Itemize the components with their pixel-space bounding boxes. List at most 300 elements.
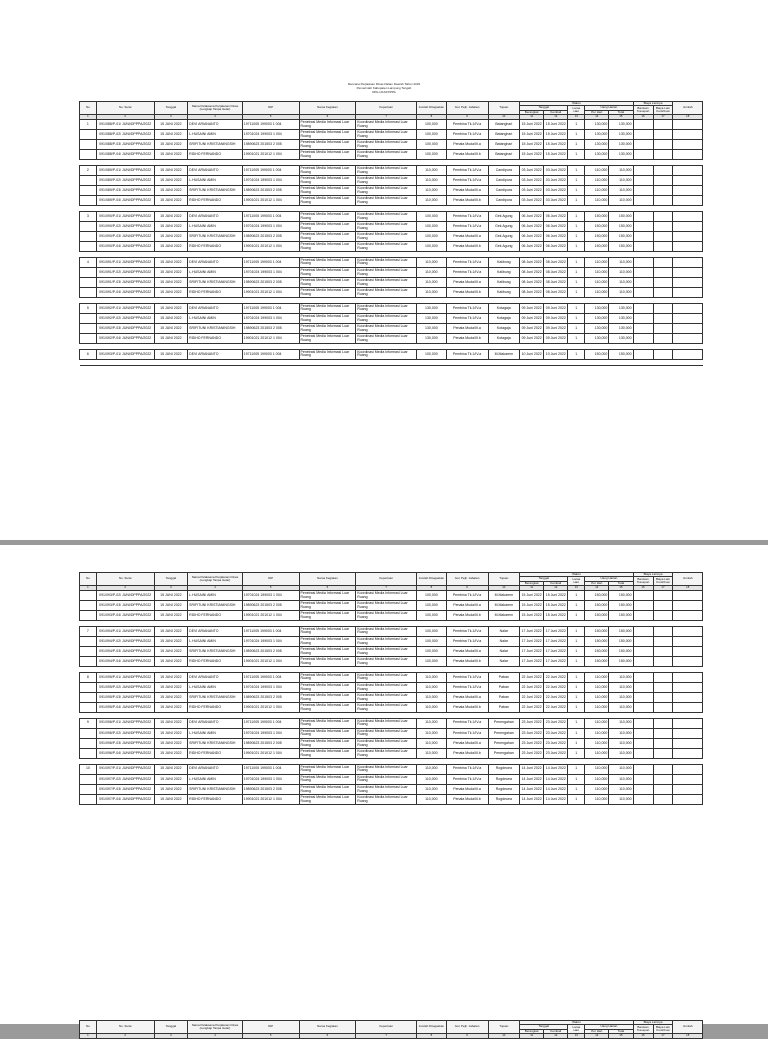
- transport-cell: [633, 334, 653, 344]
- column-index: 13: [568, 115, 585, 120]
- column-index: 6: [299, 1034, 356, 1039]
- col-transport-header: Bantuan Transport: [633, 106, 653, 115]
- biaya-lain-cell: [653, 211, 673, 221]
- pejabat-cell: Pembina Tk.1/IV.a: [446, 626, 488, 636]
- per-hari-cell: 110,000: [585, 288, 609, 298]
- transport-cell: [633, 601, 653, 611]
- keperluan-cell: Koordinasi Media Informasi Luar Ruang: [356, 313, 417, 323]
- total-cell: 110,000: [609, 176, 633, 186]
- no-surat-cell: 091/092/P-04/ JUNI/DPPPA/2022: [96, 334, 154, 344]
- kembali-cell: 22 Juni 2022: [544, 672, 568, 682]
- pejabat-cell: Pembina Tk.1/IV.a: [446, 591, 488, 601]
- nip-cell: 19711005 199003 1 004: [242, 626, 299, 636]
- kembali-cell: 08 Juni 2022: [544, 268, 568, 278]
- kegiatan-cell: Penetrasi Media Informasi Luar Ruang: [299, 349, 356, 359]
- per-hari-cell: 110,000: [585, 196, 609, 206]
- table-row: [80, 672, 703, 682]
- no-surat-cell: 091/089/P-03/ JUNI/DPPPA/2022: [96, 186, 154, 196]
- tanggal-cell: 15 JUNI 2022: [154, 165, 188, 175]
- kegiatan-cell: Penetrasi Media Informasi Luar Ruang: [299, 232, 356, 242]
- nama-cell: RIDHO FERNANDO: [188, 288, 243, 298]
- jumlah-cell: 110,000: [417, 693, 446, 703]
- nama-cell: SRIFITUNI KRISTIANINGSIH: [188, 186, 243, 196]
- kembali-cell: 03 Juni 2022: [544, 176, 568, 186]
- nama-cell: RIDHO FERNANDO: [188, 657, 243, 667]
- lama-cell: 1: [568, 222, 585, 232]
- total-cell: 110,000: [609, 196, 633, 206]
- nama-cell: L.HUSAINI AMIN: [188, 222, 243, 232]
- jumlah-cell: 100,000: [417, 232, 446, 242]
- nama-cell: L.HUSAINI AMIN: [188, 774, 243, 784]
- spacer-cell: [568, 359, 585, 365]
- lama-cell: 1: [568, 657, 585, 667]
- column-index: 14: [585, 1034, 609, 1039]
- column-index: 1: [80, 586, 97, 591]
- spacer-cell: [299, 359, 356, 365]
- pejabat-cell: Pembina Tk.1/IV.a: [446, 764, 488, 774]
- tanggal-cell: 15 JUNI 2022: [154, 591, 188, 601]
- no-surat-cell: 091/097/P-02/ JUNI/DPPPA/2022: [96, 774, 154, 784]
- lama-cell: 1: [568, 313, 585, 323]
- column-index: 3: [154, 115, 188, 120]
- kegiatan-cell: Penetrasi Media Informasi Luar Ruang: [299, 739, 356, 749]
- tujuan-cell: Batanghari: [488, 120, 520, 130]
- kegiatan-cell: Penetrasi Media Informasi Luar Ruang: [299, 150, 356, 160]
- lama-cell: 1: [568, 636, 585, 646]
- jumlah-cell: 110,000: [417, 718, 446, 728]
- col-tanggal-header: Tanggal: [154, 102, 188, 115]
- total-cell: 130,000: [609, 120, 633, 130]
- nip-cell: 19901021 201012 1 004: [242, 288, 299, 298]
- total-cell: 150,000: [609, 211, 633, 221]
- col-lama-header: Lama Hari: [568, 1025, 585, 1034]
- kembali-cell: 09 Juni 2022: [544, 313, 568, 323]
- spacer-cell: [544, 359, 568, 365]
- col-lama-header: Lama Hari: [568, 106, 585, 115]
- kegiatan-cell: Penetrasi Media Informasi Luar Ruang: [299, 222, 356, 232]
- tujuan-cell: Candipura: [488, 176, 520, 186]
- nama-cell: SRIFITUNI KRISTIANINGSIH: [188, 784, 243, 794]
- no-surat-cell: 091/090/P-01/ JUNI/DPPPA/2022: [96, 211, 154, 221]
- col-biaya-lain-header: Biaya Lain Kontribusi: [653, 106, 673, 115]
- col-jumlah-total-header: Jumlah: [673, 1021, 703, 1034]
- total-cell: 110,000: [609, 682, 633, 692]
- spacer-cell: [446, 359, 488, 365]
- jumlah-cell: 110,000: [417, 749, 446, 759]
- transport-cell: [633, 728, 653, 738]
- kegiatan-cell: Penetrasi Media Informasi Luar Ruang: [299, 703, 356, 713]
- per-hari-cell: 110,000: [585, 165, 609, 175]
- transport-cell: [633, 186, 653, 196]
- biaya-lain-cell: [653, 313, 673, 323]
- column-index: 14: [585, 115, 609, 120]
- column-index: 16: [633, 115, 653, 120]
- berangkat-cell: 09 Juni 2022: [520, 334, 544, 344]
- lama-cell: 1: [568, 232, 585, 242]
- transport-cell: [633, 349, 653, 359]
- kembali-cell: 06 Juni 2022: [544, 232, 568, 242]
- tujuan-cell: Penengahan: [488, 739, 520, 749]
- jumlah-cell: 130,000: [417, 303, 446, 313]
- jumlah-total-cell: [673, 186, 703, 196]
- nama-cell: DEVI ARIANANTO: [188, 120, 243, 130]
- transport-cell: [633, 222, 653, 232]
- tujuan-cell: Nalar: [488, 636, 520, 646]
- kembali-cell: 14 Juni 2022: [544, 784, 568, 794]
- nama-cell: RIDHO FERNANDO: [188, 749, 243, 759]
- lama-cell: 1: [568, 626, 585, 636]
- berangkat-cell: 08 Juni 2022: [520, 278, 544, 288]
- col-biaya-lain-header: Biaya Lain Kontribusi: [653, 1025, 673, 1034]
- nip-cell: 19701024 199003 1 004: [242, 728, 299, 738]
- berangkat-cell: 14 Juni 2022: [520, 784, 544, 794]
- berangkat-cell: 17 Juni 2022: [520, 636, 544, 646]
- pejabat-cell: Pembina Tk.1/IV.a: [446, 303, 488, 313]
- keperluan-cell: Koordinasi Media Informasi Luar Ruang: [356, 774, 417, 784]
- lama-cell: 1: [568, 591, 585, 601]
- column-index: 18: [673, 586, 703, 591]
- no-surat-cell: 091/091/P-01/ JUNI/DPPPA/2022: [96, 257, 154, 267]
- jumlah-total-cell: [673, 165, 703, 175]
- biaya-lain-cell: [653, 324, 673, 334]
- jumlah-total-cell: [673, 611, 703, 621]
- table-row: [80, 591, 703, 601]
- kembali-cell: 17 Juni 2022: [544, 626, 568, 636]
- transport-cell: [633, 140, 653, 150]
- berangkat-cell: 23 Juni 2022: [520, 728, 544, 738]
- nama-cell: DEVI ARIANANTO: [188, 349, 243, 359]
- table-row: [80, 647, 703, 657]
- kegiatan-cell: Penetrasi Media Informasi Luar Ruang: [299, 334, 356, 344]
- column-index: 9: [446, 586, 488, 591]
- nama-cell: DEVI ARIANANTO: [188, 672, 243, 682]
- column-index: 18: [673, 1034, 703, 1039]
- column-index: 1: [80, 1034, 97, 1039]
- jumlah-total-cell: [673, 626, 703, 636]
- berangkat-cell: 06 Juni 2022: [520, 222, 544, 232]
- total-cell: 110,000: [609, 268, 633, 278]
- tanggal-cell: 15 JUNI 2022: [154, 278, 188, 288]
- table-row: [80, 693, 703, 703]
- col-jumlah-header: Jumlah Ditugaskan: [417, 1021, 446, 1034]
- lama-cell: 1: [568, 784, 585, 794]
- total-cell: 150,000: [609, 349, 633, 359]
- pejabat-cell: Pembina Tk.1/IV.a: [446, 728, 488, 738]
- lama-cell: 1: [568, 349, 585, 359]
- transport-cell: [633, 165, 653, 175]
- nama-cell: SRIFITUNI KRISTIANINGSIH: [188, 601, 243, 611]
- no-surat-cell: 091/094/P-03/ JUNI/DPPPA/2022: [96, 647, 154, 657]
- per-hari-cell: 110,000: [585, 795, 609, 805]
- jumlah-total-cell: [673, 288, 703, 298]
- biaya-lain-cell: [653, 120, 673, 130]
- transport-cell: [633, 647, 653, 657]
- kembali-cell: 14 Juni 2022: [544, 795, 568, 805]
- tujuan-cell: Paban: [488, 693, 520, 703]
- pejabat-cell: Pembina Tk.1/IV.a: [446, 211, 488, 221]
- column-index: 15: [609, 586, 633, 591]
- per-hari-cell: 130,000: [585, 120, 609, 130]
- keperluan-cell: Koordinasi Media Informasi Luar Ruang: [356, 303, 417, 313]
- berangkat-cell: 15 Juni 2022: [520, 130, 544, 140]
- tanggal-cell: 15 JUNI 2022: [154, 672, 188, 682]
- biaya-lain-cell: [653, 693, 673, 703]
- jumlah-cell: 110,000: [417, 672, 446, 682]
- nama-cell: SRIFITUNI KRISTIANINGSIH: [188, 140, 243, 150]
- biaya-lain-cell: [653, 150, 673, 160]
- per-hari-cell: 110,000: [585, 739, 609, 749]
- keperluan-cell: Koordinasi Media Informasi Luar Ruang: [356, 693, 417, 703]
- column-index: 5: [242, 1034, 299, 1039]
- col-berangkat-header: Berangkat: [520, 110, 544, 114]
- row-number: [80, 739, 97, 749]
- keperluan-cell: Koordinasi Media Informasi Luar Ruang: [356, 288, 417, 298]
- transport-cell: [633, 196, 653, 206]
- jumlah-total-cell: [673, 130, 703, 140]
- berangkat-cell: 23 Juni 2022: [520, 739, 544, 749]
- total-cell: 110,000: [609, 672, 633, 682]
- col-per-hari-header: Per Hari: [585, 581, 609, 585]
- berangkat-cell: 08 Juni 2022: [520, 257, 544, 267]
- biaya-lain-cell: [653, 349, 673, 359]
- tanggal-cell: 15 JUNI 2022: [154, 739, 188, 749]
- pejabat-cell: Pembina Tk.1/IV.a: [446, 672, 488, 682]
- pejabat-cell: Pembina Tk.1/IV.a: [446, 313, 488, 323]
- row-number: [80, 268, 97, 278]
- pejabat-cell: Pembina Tk.1/IV.a: [446, 636, 488, 646]
- berangkat-cell: 06 Juni 2022: [520, 211, 544, 221]
- biaya-lain-cell: [653, 749, 673, 759]
- jumlah-cell: 110,000: [417, 196, 446, 206]
- kegiatan-cell: Penetrasi Media Informasi Luar Ruang: [299, 257, 356, 267]
- lama-cell: 1: [568, 324, 585, 334]
- tanggal-cell: 15 JUNI 2022: [154, 749, 188, 759]
- pejabat-cell: Pembina Tk.1/IV.a: [446, 774, 488, 784]
- col-no-surat-header: No. Surat: [96, 1021, 154, 1034]
- per-hari-cell: 110,000: [585, 278, 609, 288]
- kembali-cell: 03 Juni 2022: [544, 186, 568, 196]
- jumlah-cell: 110,000: [417, 784, 446, 794]
- kembali-cell: 03 Juni 2022: [544, 165, 568, 175]
- kembali-cell: 22 Juni 2022: [544, 682, 568, 692]
- col-keperluan-header: Keperluan: [356, 1021, 417, 1034]
- column-index: 8: [417, 1034, 446, 1039]
- jumlah-cell: 130,000: [417, 324, 446, 334]
- tujuan-cell: Kotagaja: [488, 324, 520, 334]
- jumlah-total-cell: [673, 718, 703, 728]
- lama-cell: 1: [568, 278, 585, 288]
- total-cell: 110,000: [609, 288, 633, 298]
- row-number: [80, 601, 97, 611]
- no-surat-cell: 091/094/P-01/ JUNI/DPPPA/2022: [96, 626, 154, 636]
- keperluan-cell: Koordinasi Media Informasi Luar Ruang: [356, 176, 417, 186]
- kembali-cell: 03 Juni 2022: [544, 196, 568, 206]
- col-pejabat-header: Gol. Pejb. Jabatan: [446, 1021, 488, 1034]
- jumlah-total-cell: [673, 672, 703, 682]
- jumlah-total-cell: [673, 140, 703, 150]
- biaya-lain-cell: [653, 718, 673, 728]
- kegiatan-cell: Penetrasi Media Informasi Luar Ruang: [299, 636, 356, 646]
- nip-cell: 19711005 199003 1 004: [242, 718, 299, 728]
- keperluan-cell: Koordinasi Media Informasi Luar Ruang: [356, 140, 417, 150]
- nama-cell: RIDHO FERNANDO: [188, 242, 243, 252]
- nama-cell: L.HUSAINI AMIN: [188, 591, 243, 601]
- jumlah-total-cell: [673, 196, 703, 206]
- biaya-lain-cell: [653, 601, 673, 611]
- title-line: DPA-1/KAPJ/PPA: [372, 90, 396, 94]
- no-surat-cell: 091/088/P-03/ JUNI/DPPPA/2022: [96, 140, 154, 150]
- no-surat-cell: 091/089/P-04/ JUNI/DPPPA/2022: [96, 196, 154, 206]
- per-hari-cell: 110,000: [585, 693, 609, 703]
- keperluan-cell: Koordinasi Media Informasi Luar Ruang: [356, 657, 417, 667]
- jumlah-total-cell: [673, 749, 703, 759]
- table-row: [80, 784, 703, 794]
- jumlah-cell: 100,000: [417, 657, 446, 667]
- total-cell: 110,000: [609, 186, 633, 196]
- table-row: [80, 196, 703, 206]
- kegiatan-cell: Penetrasi Media Informasi Luar Ruang: [299, 176, 356, 186]
- col-kembali-header: Kembali: [544, 1029, 568, 1033]
- tanggal-cell: 15 JUNI 2022: [154, 257, 188, 267]
- no-surat-cell: 091/088/P-02/ JUNI/DPPPA/2022: [96, 130, 154, 140]
- berangkat-cell: 03 Juni 2022: [520, 165, 544, 175]
- biaya-lain-cell: [653, 672, 673, 682]
- per-hari-cell: 110,000: [585, 749, 609, 759]
- biaya-lain-cell: [653, 186, 673, 196]
- table-row: [80, 303, 703, 313]
- col-jumlah-total-header: Jumlah: [673, 102, 703, 115]
- row-number: [80, 647, 97, 657]
- per-hari-cell: 110,000: [585, 682, 609, 692]
- title-line: Rencana Perjalanan Dinas Dalam Daerah Tahun 2022: [347, 82, 421, 86]
- total-cell: 110,000: [609, 774, 633, 784]
- berangkat-cell: 17 Juni 2022: [520, 626, 544, 636]
- lama-cell: 1: [568, 242, 585, 252]
- berangkat-cell: 09 Juni 2022: [520, 313, 544, 323]
- col-kegiatan-header: Nama Kegiatan: [299, 573, 356, 586]
- pejabat-cell: Pembina Tk.1/IV.a: [446, 176, 488, 186]
- total-cell: 110,000: [609, 718, 633, 728]
- nama-cell: L.HUSAINI AMIN: [188, 130, 243, 140]
- jumlah-total-cell: [673, 349, 703, 359]
- col-keperluan-header: Keperluan: [356, 573, 417, 586]
- table-row: [80, 728, 703, 738]
- row-number: [80, 784, 97, 794]
- row-number: [80, 288, 97, 298]
- table-row: [80, 749, 703, 759]
- transport-cell: [633, 288, 653, 298]
- tujuan-cell: Nalar: [488, 647, 520, 657]
- spacer-cell: [80, 359, 97, 365]
- jumlah-cell: 110,000: [417, 682, 446, 692]
- nip-cell: 19901021 201012 1 004: [242, 150, 299, 160]
- kegiatan-cell: Penetrasi Media Informasi Luar Ruang: [299, 196, 356, 206]
- nama-cell: RIDHO FERNANDO: [188, 150, 243, 160]
- transport-cell: [633, 591, 653, 601]
- kegiatan-cell: Penetrasi Media Informasi Luar Ruang: [299, 718, 356, 728]
- nip-cell: 19701024 199003 1 004: [242, 268, 299, 278]
- tanggal-cell: 15 JUNI 2022: [154, 232, 188, 242]
- column-index: 12: [544, 586, 568, 591]
- column-index: 3: [154, 586, 188, 591]
- kembali-cell: 15 Juni 2022: [544, 140, 568, 150]
- lama-cell: 1: [568, 268, 585, 278]
- jumlah-total-cell: [673, 601, 703, 611]
- tujuan-cell: Kalibung: [488, 257, 520, 267]
- no-surat-cell: 091/093/P-03/ JUNI/DPPPA/2022: [96, 601, 154, 611]
- tanggal-cell: 15 JUNI 2022: [154, 774, 188, 784]
- tanggal-cell: 15 JUNI 2022: [154, 764, 188, 774]
- jumlah-cell: 110,000: [417, 795, 446, 805]
- lama-cell: 1: [568, 647, 585, 657]
- no-surat-cell: 091/089/P-02/ JUNI/DPPPA/2022: [96, 176, 154, 186]
- jumlah-total-cell: [673, 784, 703, 794]
- pejabat-cell: Pembina Tk.1/IV.a: [446, 257, 488, 267]
- no-surat-cell: 091/095/P-04/ JUNI/DPPPA/2022: [96, 703, 154, 713]
- per-hari-cell: 130,000: [585, 140, 609, 150]
- pejabat-cell: Penata Muda/III.b: [446, 334, 488, 344]
- total-cell: 130,000: [609, 150, 633, 160]
- kegiatan-cell: Penetrasi Media Informasi Luar Ruang: [299, 647, 356, 657]
- keperluan-cell: Koordinasi Media Informasi Luar Ruang: [356, 211, 417, 221]
- lama-cell: 1: [568, 764, 585, 774]
- col-biaya-header: Biaya Lainnya: [633, 573, 673, 577]
- table-row: [80, 682, 703, 692]
- no-surat-cell: 091/089/P-01/ JUNI/DPPPA/2022: [96, 165, 154, 175]
- per-hari-cell: 110,000: [585, 268, 609, 278]
- transport-cell: [633, 693, 653, 703]
- tujuan-cell: Paban: [488, 703, 520, 713]
- keperluan-cell: Koordinasi Media Informasi Luar Ruang: [356, 682, 417, 692]
- row-number: [80, 636, 97, 646]
- table-row: [80, 718, 703, 728]
- kembali-cell: 15 Juni 2022: [544, 120, 568, 130]
- nama-cell: L.HUSAINI AMIN: [188, 313, 243, 323]
- column-index: 1: [80, 115, 97, 120]
- row-number: [80, 278, 97, 288]
- transport-cell: [633, 303, 653, 313]
- lama-cell: 1: [568, 334, 585, 344]
- total-cell: 150,000: [609, 611, 633, 621]
- berangkat-cell: 06 Juni 2022: [520, 232, 544, 242]
- column-index: 12: [544, 115, 568, 120]
- per-hari-cell: 110,000: [585, 672, 609, 682]
- transport-cell: [633, 626, 653, 636]
- no-surat-cell: 091/093/P-01/ JUNI/DPPPA/2022: [96, 349, 154, 359]
- biaya-lain-cell: [653, 196, 673, 206]
- keperluan-cell: Koordinasi Media Informasi Luar Ruang: [356, 278, 417, 288]
- biaya-lain-cell: [653, 626, 673, 636]
- spacer-cell: [356, 359, 417, 365]
- keperluan-cell: Koordinasi Media Informasi Luar Ruang: [356, 222, 417, 232]
- per-hari-cell: 110,000: [585, 703, 609, 713]
- row-number: [80, 186, 97, 196]
- per-hari-cell: 150,000: [585, 611, 609, 621]
- jumlah-cell: 110,000: [417, 739, 446, 749]
- kembali-cell: 23 Juni 2022: [544, 749, 568, 759]
- col-no-header: No: [80, 1021, 97, 1034]
- biaya-lain-cell: [653, 795, 673, 805]
- keperluan-cell: Koordinasi Media Informasi Luar Ruang: [356, 718, 417, 728]
- kegiatan-cell: Penetrasi Media Informasi Luar Ruang: [299, 242, 356, 252]
- per-hari-cell: 130,000: [585, 313, 609, 323]
- document-page-2: [0, 545, 768, 1023]
- keperluan-cell: Koordinasi Media Informasi Luar Ruang: [356, 784, 417, 794]
- total-cell: 110,000: [609, 165, 633, 175]
- row-number: [80, 682, 97, 692]
- row-number: [80, 130, 97, 140]
- per-hari-cell: 110,000: [585, 728, 609, 738]
